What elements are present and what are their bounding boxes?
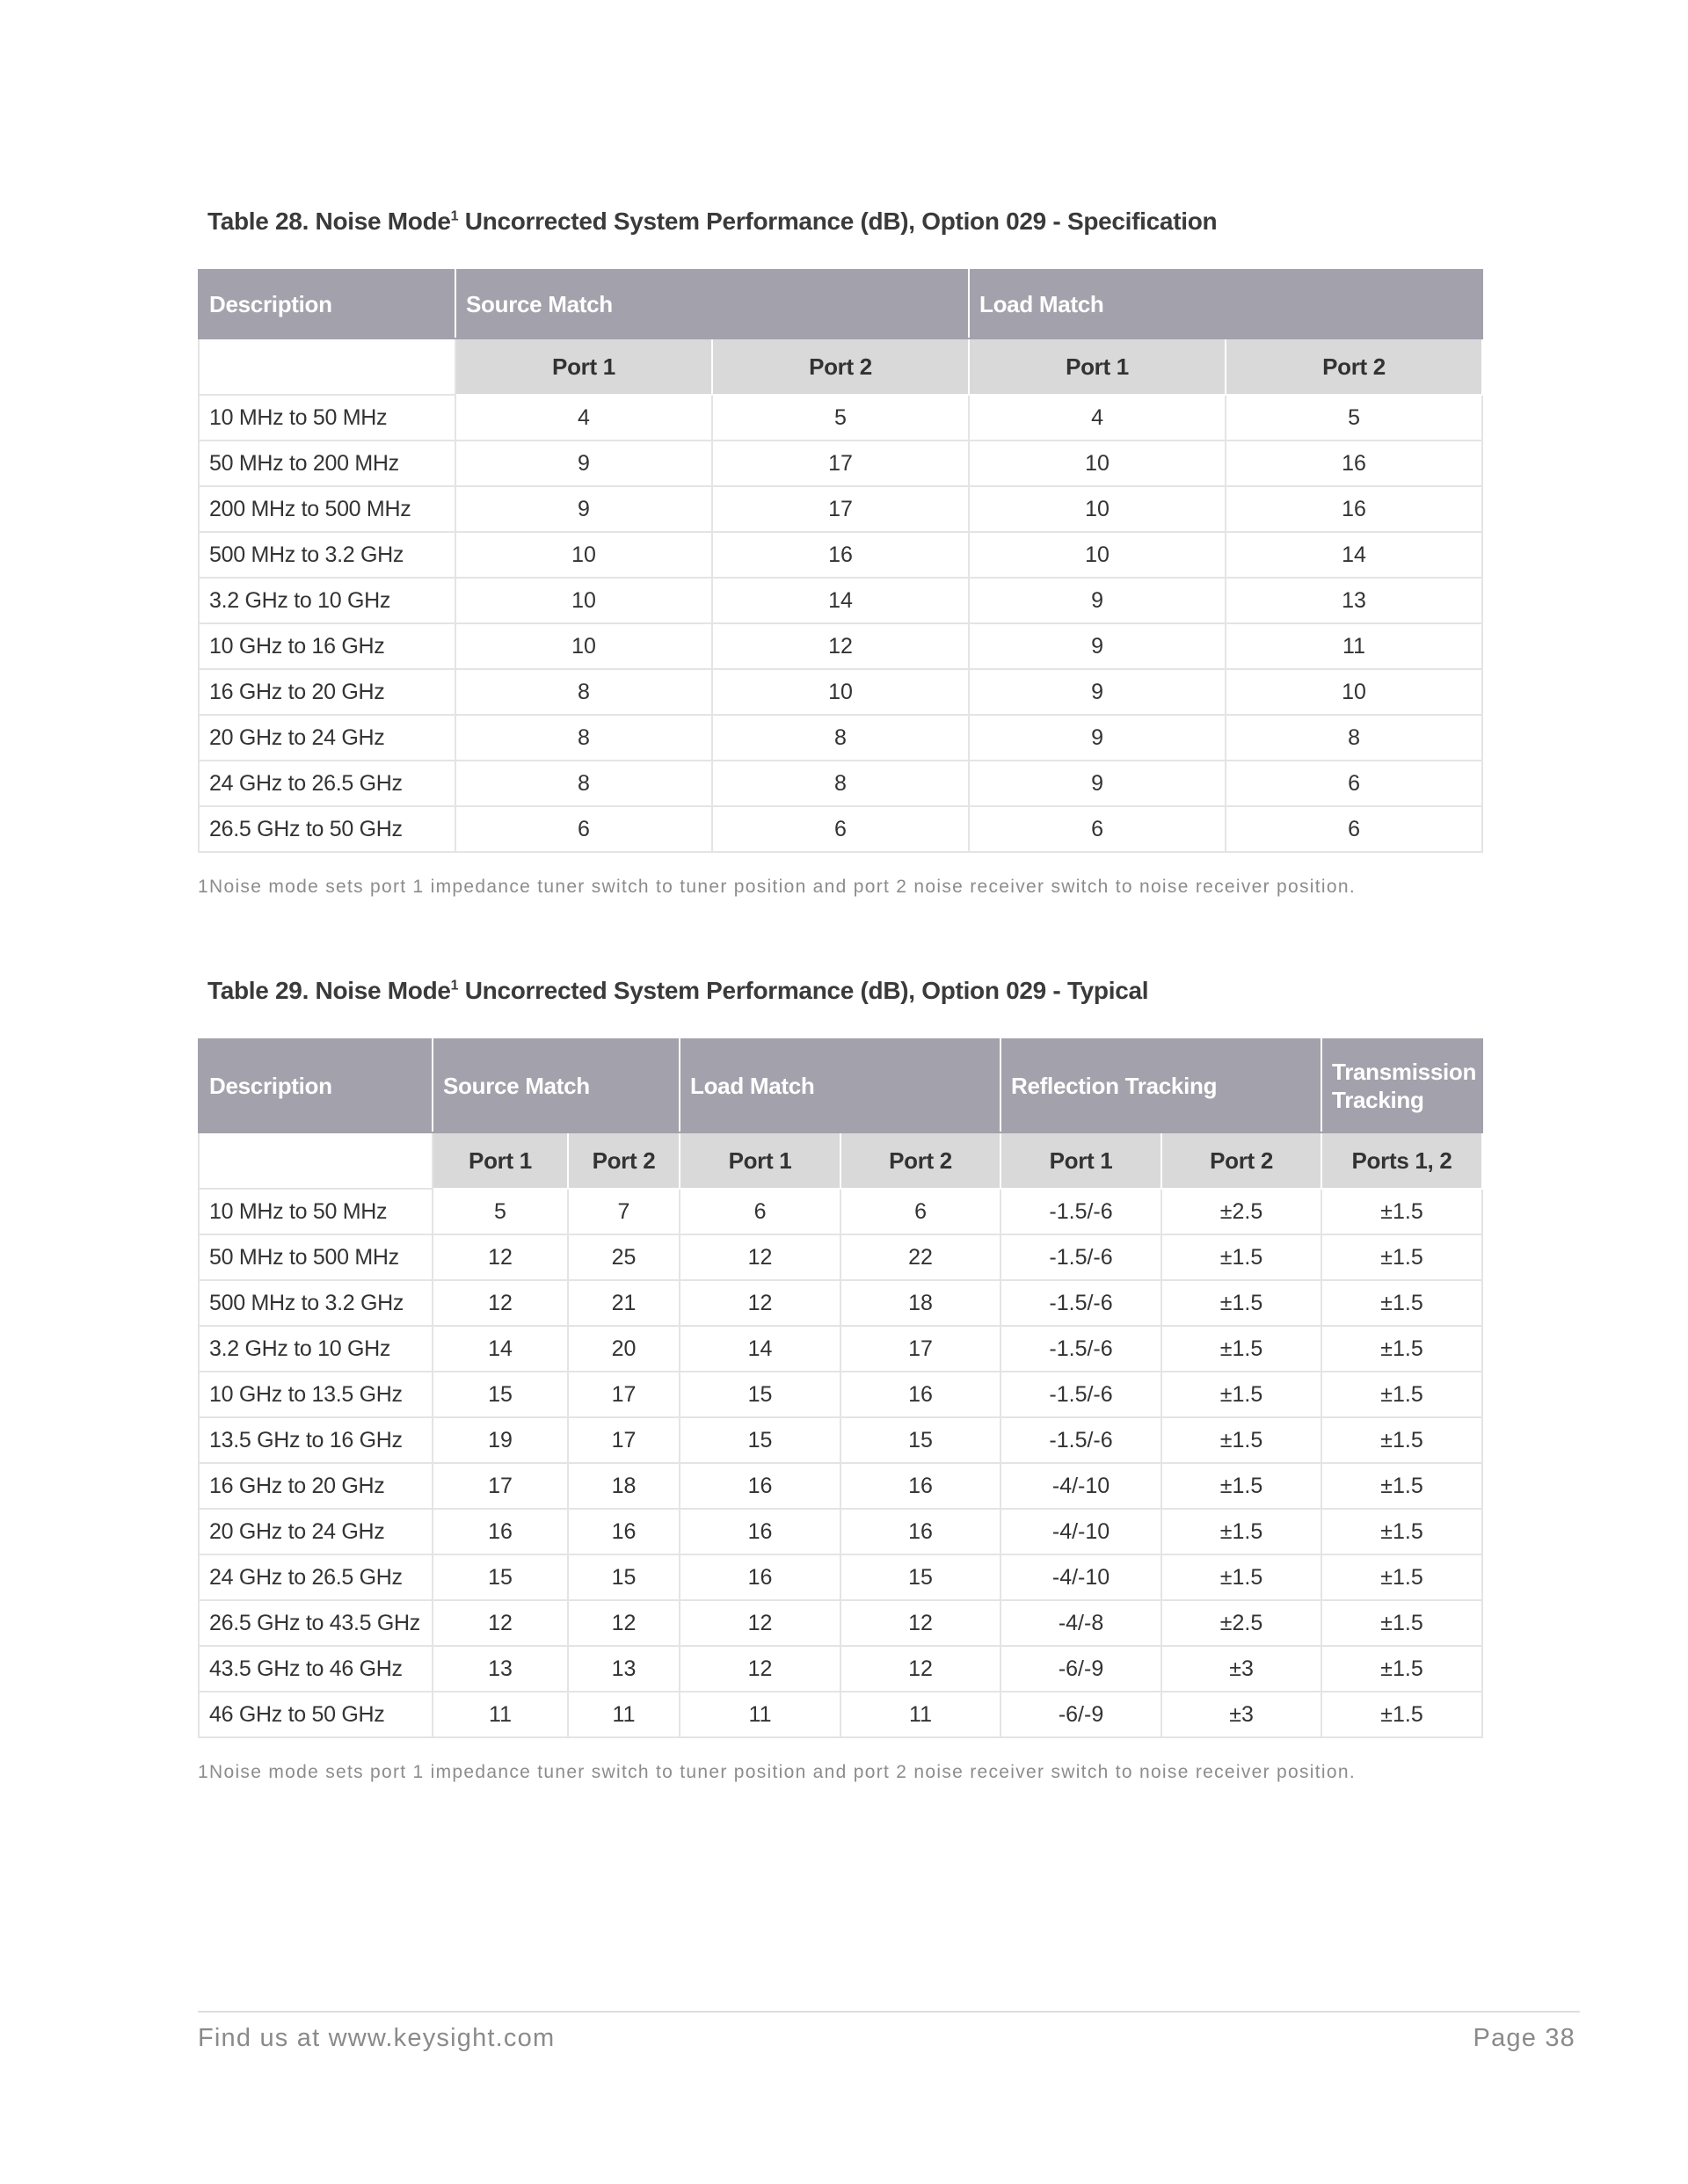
header-description: Description: [199, 1039, 433, 1132]
table-29-title: [207, 973, 1481, 1008]
table-row: [199, 623, 1482, 669]
row-value-cell: 12: [840, 1646, 1000, 1692]
row-value-cell: -1.5/-6: [1000, 1189, 1161, 1234]
table-row: [199, 1646, 1482, 1692]
row-value-cell: 8: [712, 715, 969, 761]
row-value-cell: 16: [680, 1554, 840, 1600]
row-value-cell: -4/-10: [1000, 1463, 1161, 1509]
row-value-cell: 6: [712, 806, 969, 852]
row-value-cell: 12: [433, 1280, 568, 1326]
table-row: [199, 532, 1482, 578]
row-value-cell: 16: [433, 1509, 568, 1554]
row-value-cell: 20: [568, 1326, 680, 1372]
row-value-cell: -1.5/-6: [1000, 1417, 1161, 1463]
row-value-cell: -1.5/-6: [1000, 1280, 1161, 1326]
table-row: [199, 1509, 1482, 1554]
table-row: [199, 1234, 1482, 1280]
row-value-cell: 6: [840, 1189, 1000, 1234]
row-value-cell: 5: [1226, 395, 1482, 440]
row-description-cell: 10 MHz to 50 MHz: [199, 395, 455, 440]
table-29-title-suffix: Uncorrected System Performance (dB), Option 029 - Typical: [458, 977, 1149, 1004]
table-row: [199, 761, 1482, 806]
row-value-cell: 6: [455, 806, 712, 852]
row-value-cell: -6/-9: [1000, 1646, 1161, 1692]
row-value-cell: ±1.5: [1321, 1189, 1482, 1234]
table-row: [199, 486, 1482, 532]
header-reflection-tracking: Reflection Tracking: [1000, 1039, 1321, 1132]
row-value-cell: -6/-9: [1000, 1692, 1161, 1737]
row-description-cell: 24 GHz to 26.5 GHz: [199, 1554, 433, 1600]
table-29: [198, 1038, 1483, 1738]
table-row: [199, 1463, 1482, 1509]
row-value-cell: 16: [840, 1463, 1000, 1509]
row-description-cell: 24 GHz to 26.5 GHz: [199, 761, 455, 806]
row-value-cell: 8: [1226, 715, 1482, 761]
row-value-cell: 15: [840, 1417, 1000, 1463]
row-value-cell: 17: [712, 486, 969, 532]
row-value-cell: 10: [455, 578, 712, 623]
row-value-cell: 4: [455, 395, 712, 440]
table-row: [199, 578, 1482, 623]
row-value-cell: ±1.5: [1321, 1417, 1482, 1463]
row-value-cell: 16: [680, 1509, 840, 1554]
header-transmission-tracking: Transmission Tracking: [1321, 1039, 1482, 1132]
row-description-cell: 10 MHz to 50 MHz: [199, 1189, 433, 1234]
table-row: [199, 1692, 1482, 1737]
subheader-source-port-2: Port 2: [712, 339, 969, 395]
table-row: [199, 1326, 1482, 1372]
row-value-cell: ±1.5: [1161, 1463, 1321, 1509]
table-29-body: [199, 1189, 1482, 1737]
row-value-cell: 13: [433, 1646, 568, 1692]
subheader-source-port-1: Port 1: [433, 1132, 568, 1189]
row-value-cell: ±2.5: [1161, 1600, 1321, 1646]
footnote-mark: 1: [198, 877, 209, 897]
row-value-cell: ±1.5: [1321, 1692, 1482, 1737]
subheader-load-port-1: Port 1: [969, 339, 1226, 395]
table-row: [199, 806, 1482, 852]
row-value-cell: 6: [969, 806, 1226, 852]
row-value-cell: ±1.5: [1321, 1509, 1482, 1554]
row-value-cell: 12: [568, 1600, 680, 1646]
row-value-cell: 14: [1226, 532, 1482, 578]
row-value-cell: 5: [433, 1189, 568, 1234]
row-description-cell: 3.2 GHz to 10 GHz: [199, 1326, 433, 1372]
row-value-cell: ±1.5: [1161, 1554, 1321, 1600]
row-value-cell: 6: [680, 1189, 840, 1234]
row-value-cell: 9: [969, 623, 1226, 669]
row-value-cell: 12: [680, 1234, 840, 1280]
header-source-match: Source Match: [433, 1039, 680, 1132]
row-value-cell: -1.5/-6: [1000, 1234, 1161, 1280]
table-28-block: [198, 204, 1481, 899]
subheader-reflection-port-1: Port 1: [1000, 1132, 1161, 1189]
row-value-cell: 6: [1226, 806, 1482, 852]
table-28-title-suffix: Uncorrected System Performance (dB), Option 029 - Specification: [458, 207, 1218, 235]
row-value-cell: ±1.5: [1161, 1372, 1321, 1417]
row-value-cell: ±1.5: [1321, 1554, 1482, 1600]
row-value-cell: 11: [568, 1692, 680, 1737]
row-value-cell: ±1.5: [1161, 1326, 1321, 1372]
row-value-cell: 5: [712, 395, 969, 440]
row-value-cell: ±1.5: [1161, 1280, 1321, 1326]
footnote-text: Noise mode sets port 1 impedance tuner switch to tuner position and port 2 noise receiver switch to noise receiver position.: [209, 1762, 1356, 1782]
row-description-cell: 500 MHz to 3.2 GHz: [199, 532, 455, 578]
row-value-cell: 16: [840, 1509, 1000, 1554]
row-value-cell: 10: [969, 486, 1226, 532]
subheader-source-port-2: Port 2: [568, 1132, 680, 1189]
row-value-cell: 16: [1226, 440, 1482, 486]
row-value-cell: 15: [433, 1372, 568, 1417]
row-value-cell: 9: [455, 486, 712, 532]
row-description-cell: 50 MHz to 200 MHz: [199, 440, 455, 486]
table-29-block: [198, 973, 1481, 1784]
row-value-cell: 14: [680, 1326, 840, 1372]
row-value-cell: 11: [680, 1692, 840, 1737]
table-29-footnote: [198, 1761, 1393, 1784]
row-value-cell: 17: [568, 1417, 680, 1463]
table-28-body: [199, 395, 1482, 852]
row-description-cell: 16 GHz to 20 GHz: [199, 669, 455, 715]
row-value-cell: 10: [1226, 669, 1482, 715]
header-load-match: Load Match: [680, 1039, 1000, 1132]
row-value-cell: ±1.5: [1161, 1417, 1321, 1463]
row-value-cell: 13: [1226, 578, 1482, 623]
row-value-cell: ±3: [1161, 1646, 1321, 1692]
row-value-cell: ±2.5: [1161, 1189, 1321, 1234]
table-28: [198, 269, 1483, 853]
row-value-cell: 10: [712, 669, 969, 715]
footer-website: Find us at www.keysight.com: [198, 2024, 556, 2052]
subheader-blank: [199, 1132, 433, 1189]
row-value-cell: 12: [433, 1600, 568, 1646]
subheader-load-port-2: Port 2: [840, 1132, 1000, 1189]
row-description-cell: 26.5 GHz to 50 GHz: [199, 806, 455, 852]
row-value-cell: 15: [840, 1554, 1000, 1600]
row-value-cell: 9: [969, 669, 1226, 715]
header-load-match: Load Match: [969, 270, 1482, 339]
row-value-cell: ±1.5: [1321, 1280, 1482, 1326]
row-description-cell: 13.5 GHz to 16 GHz: [199, 1417, 433, 1463]
table-row: [199, 669, 1482, 715]
row-value-cell: -4/-10: [1000, 1554, 1161, 1600]
subheader-source-port-1: Port 1: [455, 339, 712, 395]
row-value-cell: 12: [840, 1600, 1000, 1646]
row-value-cell: -1.5/-6: [1000, 1326, 1161, 1372]
row-value-cell: ±1.5: [1321, 1463, 1482, 1509]
row-value-cell: 15: [568, 1554, 680, 1600]
table-row: [199, 1417, 1482, 1463]
row-value-cell: ±1.5: [1321, 1326, 1482, 1372]
row-value-cell: 14: [712, 578, 969, 623]
row-value-cell: -4/-10: [1000, 1509, 1161, 1554]
row-value-cell: 12: [680, 1646, 840, 1692]
row-description-cell: 10 GHz to 13.5 GHz: [199, 1372, 433, 1417]
subheader-load-port-1: Port 1: [680, 1132, 840, 1189]
row-value-cell: 13: [568, 1646, 680, 1692]
row-description-cell: 3.2 GHz to 10 GHz: [199, 578, 455, 623]
row-value-cell: ±3: [1161, 1692, 1321, 1737]
table-row: [199, 1372, 1482, 1417]
table-row: [199, 1554, 1482, 1600]
header-source-match: Source Match: [455, 270, 969, 339]
row-description-cell: 10 GHz to 16 GHz: [199, 623, 455, 669]
header-description: Description: [199, 270, 455, 339]
row-description-cell: 26.5 GHz to 43.5 GHz: [199, 1600, 433, 1646]
row-value-cell: ±1.5: [1161, 1234, 1321, 1280]
row-value-cell: 18: [840, 1280, 1000, 1326]
row-value-cell: 16: [568, 1509, 680, 1554]
row-value-cell: 19: [433, 1417, 568, 1463]
row-value-cell: 8: [455, 669, 712, 715]
footnote-text: Noise mode sets port 1 impedance tuner switch to tuner position and port 2 noise receiver switch to noise receiver position.: [209, 877, 1356, 897]
table-row: [199, 715, 1482, 761]
subheader-load-port-2: Port 2: [1226, 339, 1482, 395]
row-value-cell: 11: [840, 1692, 1000, 1737]
row-value-cell: 16: [840, 1372, 1000, 1417]
row-value-cell: 4: [969, 395, 1226, 440]
row-description-cell: 200 MHz to 500 MHz: [199, 486, 455, 532]
row-value-cell: -4/-8: [1000, 1600, 1161, 1646]
table-row: [199, 440, 1482, 486]
row-description-cell: 43.5 GHz to 46 GHz: [199, 1646, 433, 1692]
row-value-cell: 8: [455, 761, 712, 806]
table-row: [199, 1189, 1482, 1234]
row-value-cell: 17: [840, 1326, 1000, 1372]
table-28-title-prefix: Table 28. Noise Mode: [207, 207, 451, 235]
row-description-cell: 20 GHz to 24 GHz: [199, 1509, 433, 1554]
subheader-transmission-ports: Ports 1, 2: [1321, 1132, 1482, 1189]
row-description-cell: 50 MHz to 500 MHz: [199, 1234, 433, 1280]
row-value-cell: -1.5/-6: [1000, 1372, 1161, 1417]
row-value-cell: 25: [568, 1234, 680, 1280]
row-description-cell: 16 GHz to 20 GHz: [199, 1463, 433, 1509]
subheader-reflection-port-2: Port 2: [1161, 1132, 1321, 1189]
table-28-title-footnote-mark: 1: [450, 208, 459, 224]
row-value-cell: 11: [1226, 623, 1482, 669]
table-29-title-prefix: Table 29. Noise Mode: [207, 977, 451, 1004]
row-value-cell: 15: [680, 1372, 840, 1417]
table-28-title: [207, 204, 1481, 239]
row-value-cell: 7: [568, 1189, 680, 1234]
row-description-cell: 46 GHz to 50 GHz: [199, 1692, 433, 1737]
row-value-cell: 11: [433, 1692, 568, 1737]
table-28-footnote: [198, 876, 1393, 899]
row-value-cell: 10: [969, 440, 1226, 486]
row-value-cell: 6: [1226, 761, 1482, 806]
row-value-cell: 9: [969, 761, 1226, 806]
row-value-cell: 8: [712, 761, 969, 806]
row-value-cell: 21: [568, 1280, 680, 1326]
row-value-cell: 12: [680, 1600, 840, 1646]
row-value-cell: 8: [455, 715, 712, 761]
row-description-cell: 500 MHz to 3.2 GHz: [199, 1280, 433, 1326]
row-value-cell: 16: [712, 532, 969, 578]
row-value-cell: 9: [969, 578, 1226, 623]
row-value-cell: 16: [680, 1463, 840, 1509]
row-value-cell: 10: [455, 623, 712, 669]
row-value-cell: 12: [433, 1234, 568, 1280]
table-row: [199, 1280, 1482, 1326]
row-description-cell: 20 GHz to 24 GHz: [199, 715, 455, 761]
row-value-cell: ±1.5: [1161, 1509, 1321, 1554]
row-value-cell: 18: [568, 1463, 680, 1509]
footer-divider: [198, 2011, 1580, 2013]
row-value-cell: 22: [840, 1234, 1000, 1280]
subheader-blank: [199, 339, 455, 395]
table-row: [199, 395, 1482, 440]
row-value-cell: ±1.5: [1321, 1600, 1482, 1646]
row-value-cell: ±1.5: [1321, 1372, 1482, 1417]
row-value-cell: 15: [433, 1554, 568, 1600]
row-value-cell: 12: [712, 623, 969, 669]
table-row: [199, 1600, 1482, 1646]
footer-page-number: Page 38: [1473, 2024, 1575, 2052]
row-value-cell: 12: [680, 1280, 840, 1326]
row-value-cell: ±1.5: [1321, 1646, 1482, 1692]
row-value-cell: 10: [969, 532, 1226, 578]
row-value-cell: 9: [969, 715, 1226, 761]
row-value-cell: 9: [455, 440, 712, 486]
footnote-mark: 1: [198, 1762, 209, 1782]
table-29-title-footnote-mark: 1: [450, 978, 459, 994]
row-value-cell: 17: [712, 440, 969, 486]
row-value-cell: ±1.5: [1321, 1234, 1482, 1280]
row-value-cell: 17: [568, 1372, 680, 1417]
row-value-cell: 15: [680, 1417, 840, 1463]
row-value-cell: 16: [1226, 486, 1482, 532]
row-value-cell: 10: [455, 532, 712, 578]
row-value-cell: 14: [433, 1326, 568, 1372]
row-value-cell: 17: [433, 1463, 568, 1509]
